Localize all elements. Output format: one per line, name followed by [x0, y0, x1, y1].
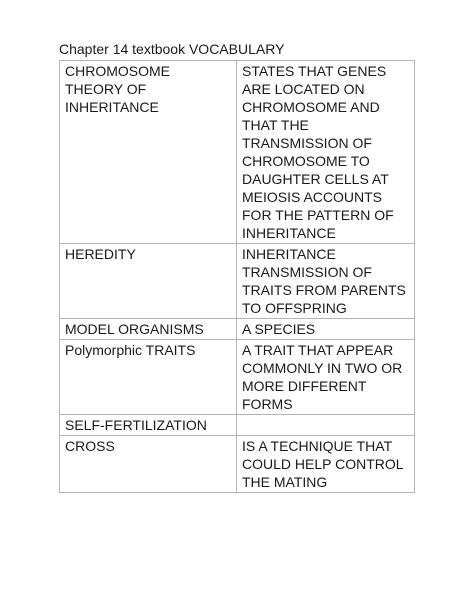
table-row: [60, 61, 415, 244]
definition-cell: A SPECIES: [237, 319, 415, 340]
definition-cell: STATES THAT GENES ARE LOCATED ON CHROMOSOME AND THAT THE TRANSMISSION OF CHROMOSOME TO DAUGHTER CELLS AT MEIOSIS ACCOUNTS FOR THE PATTERN OF INHERITANCE: [237, 61, 415, 244]
term-cell: MODEL ORGANISMS: [60, 319, 237, 340]
table-row: [60, 244, 415, 319]
table-row: [60, 415, 415, 436]
definition-cell: INHERITANCE TRANSMISSION OF TRAITS FROM PARENTS TO OFFSPRING: [237, 244, 415, 319]
definition-cell: A TRAIT THAT APPEAR COMMONLY IN TWO OR MORE DIFFERENT FORMS: [237, 340, 415, 415]
table-row: [60, 319, 415, 340]
term-cell: CROSS: [60, 436, 237, 493]
table-row: [60, 340, 415, 415]
vocabulary-table: [59, 60, 415, 493]
page-title: Chapter 14 textbook VOCABULARY: [59, 41, 285, 57]
term-cell: Polymorphic TRAITS: [60, 340, 237, 415]
table-row: [60, 436, 415, 493]
term-cell: SELF-FERTILIZATION: [60, 415, 237, 436]
term-cell: HEREDITY: [60, 244, 237, 319]
definition-cell: IS A TECHNIQUE THAT COULD HELP CONTROL THE MATING: [237, 436, 415, 493]
term-cell: CHROMOSOME THEORY OF INHERITANCE: [60, 61, 237, 244]
definition-cell: [237, 415, 415, 436]
